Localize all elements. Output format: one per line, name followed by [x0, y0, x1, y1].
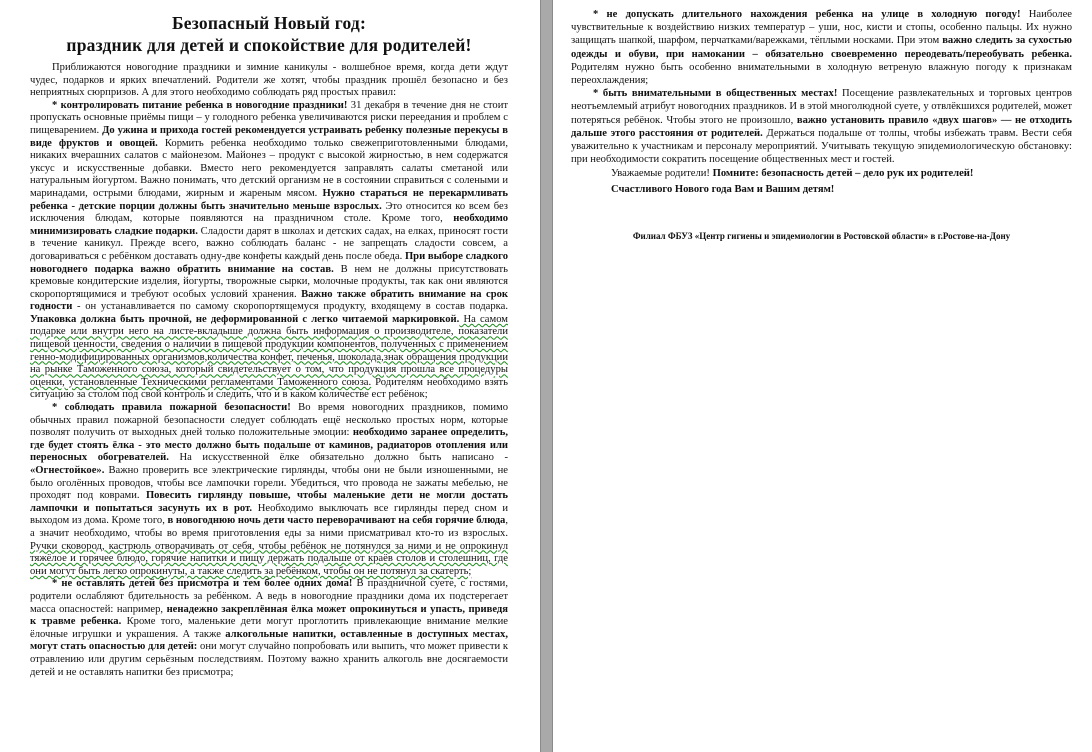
document-page-right — [553, 0, 1092, 752]
signature: Филиал ФБУЗ «Центр гигиены и эпидемиологии в Ростовской области» в г.Ростове-на-Дону — [632, 230, 1011, 241]
section-heading: * не оставлять детей без присмотра и тем более одних дома! — [52, 578, 353, 590]
document-title — [30, 12, 508, 56]
intro-paragraph: Приближаются новогодние праздники и зимние каникулы - волшебное время, когда дети ждут чудес, подарков и ярких впечатлений. Родители же хотят, чтобы праздник прошёл безопасно и без неприятных сюрпризов. А для этого необходимо соблюдать ряд простых правил: — [30, 62, 508, 99]
section-cold-weather: * не допускать длительного нахождения ребенка на улице в холодную погоду! Наиболее чувствительные к воздействию низких температур – уши, нос, кисти и стопы, особенно пальцы. Их нужно защищать шапкой, шарфом, перчатками/варежками, тёплыми носками. При этом важно следить за сухостью одежды и обуви, при намокании – обязательно своевременно переодевать/переобувать ребенка. Родителям нужно быть особенно внимательными в холодную ветреную влажную погоду к признакам переохлаждения; — [571, 9, 1072, 87]
document-page-left — [0, 0, 540, 752]
section-fire-safety: * соблюдать правила пожарной безопасности! Во время новогодних праздников, помимо обычных правил пожарной безопасности следует соблюдать ещё несколько простых норм, которые позволят получить от выходных дней только положительные эмоции: необходимо заранее определить, где будет стоять ёлка - это место должно быть подальше от каминов, радиаторов отопления или переносных обогревателей. На искусственной ёлке обязательно должно быть написано - «Огнестойкое». Важно проверить все электрические гирлянды, чтобы они не были изношенными, не было оголённых проводов, чтобы все лампочки горели. Убедиться, что провода не зажаты мебелью, не проходят под коврами. Повесить гирлянду повыше, чтобы маленькие дети не могли достать лампочки и попытаться засунуть их в рот. Необходимо выключать все гирлянды перед сном и выходом из дома. Кроме того, в новогоднюю ночь дети часто переворачивают на себя горячие блюда, а значит необходимо, чтобы во время приготовления еды за ними присматривал кто-то из взрослых. Ручки сковород, кастрюль отворачивать от себя, чтобы ребёнок не потянулся за ними и не опрокинул тяжёлое и горячее блюдо, горячие напитки и пищу держать подальше от краёв столов и столешниц, где они могут быть легко опрокинуты, а также следить за ребёнком, чтобы он не потянул за скатерть; — [30, 402, 509, 577]
title-line-2: праздник для детей и спокойствие для родителей! — [66, 35, 472, 55]
closing-greeting: Счастливого Нового года Вам и Вашим детям! — [611, 183, 835, 195]
spellcheck-underlined-text: На самом подарке или внутри него на листе-вкладыше должна быть информация о производителе, показатели пищевой ценности, сведения о наличии в пищевой продукции компонентов, полученных с применением генно-модифицированных организмов,количества конфет, печенья, шоколада,знак обращения продукции на рынке Таможенного союза, который свидетельствует о том, что продукция прошла все процедуры оценки, установленные Техническими регламентами Таможенного союза. — [30, 313, 508, 388]
title-line-1: Безопасный Новый год: — [172, 13, 366, 33]
section-heading: * быть внимательными в общественных местах! — [593, 88, 838, 100]
section-public-places: * быть внимательными в общественных местах! Посещение развлекательных и торговых центров неотъемлемый атрибут новогодних праздников. И в этой многолюдной суете, у отвлёкшихся родителей, может потеряться ребёнок. Чтобы этого не произошло, важно установить правило «двух шагов» — не отходить дальше этого расстояния от родителей. Держаться подальше от толпы, чтобы избежать травм. Вести себя уважительно к участникам и персоналу мероприятий. Учитывать текущую эпидемиологическую обстановку: при необходимости сократить посещение общественных мест и гостей. — [571, 88, 1072, 166]
spellcheck-underlined-text: Ручки сковород, кастрюль отворачивать от себя, чтобы ребёнок не потянулся за ними и не опрокинул тяжёлое и горячее блюдо, горячие напитки и пищу держать подальше от краёв столов и столешниц, где они могут быть легко опрокинуты, а также следить за ребёнком, чтобы он не потянул за скатерть; — [30, 540, 508, 577]
section-heading: * контролировать питание ребенка в новогодние праздники! — [52, 99, 348, 111]
closing-line: Уважаемые родители! Помните: безопасность детей – дело рук их родителей! — [611, 168, 974, 180]
page-separator — [540, 0, 553, 752]
section-heading: * соблюдать правила пожарной безопасности! — [52, 402, 291, 414]
section-nutrition: * контролировать питание ребенка в новогодние праздники! 31 декабря в течение дня не стоит пропускать основные приёмы пищи – у голодного ребенка увеличиваются риски переедания и проблем с пищеварением. До ужина и прихода гостей рекомендуется устраивать ребенку полезные перекусы в виде фруктов и овощей. Кормить ребенка необходимо только свежеприготовленными блюдами, никаких вчерашних салатов с майонезом. Майонез – продукт с высокой жирностью, в нем содержатся уксус и искусственные добавки. Вместо него рекомендуется заправлять салаты сметаной или натуральным йогуртом. Важно понимать, что детский организм не в состоянии справиться с солеными и маринадами, острыми блюдами, жирным и жареным мясом. Нужно стараться не перекармливать ребенка - детские порции должны быть значительно меньше взрослых. Это относится ко всем без исключения блюдам, которые появляются на праздничном столе. Кроме того, необходимо минимизировать сладкие подарки. Сладости дарят в школах и детских садах, на елках, приносят гости в течение каникул. Прежде всего, важно соблюдать баланс - не запрещать сладости совсем, а договариваться с ребёнком доставать одну-две конфеты каждый день после обеда. При выборе сладкого новогоднего подарка важно обратить внимание на состав. В нем не должны присутствовать кремовые кондитерские изделия, йогурты, творожные сырки, молочные продукты, так как они являются скоропортящимися и требуют особых условий хранения. Важно также обратить внимание на срок годности - он устанавливается по самому скоропортящемуся продукту, входящему в состав подарка. Упаковка должна быть прочной, не деформированной с легко читаемой маркировкой. На самом подарке или внутри него на листе-вкладыше должна быть информация о производителе, показатели пищевой ценности, сведения о наличии в пищевой продукции компонентов, полученных с применением генно-модифицированных организмов,количества конфет, печенья, шоколада,знак обращения продукции на рынке Таможенного союза, который свидетельствует о том, что продукция прошла все процедуры оценки, установленные Техническими регламентами Таможенного союза. Родителям необходимо взять ситуацию за столом под свой контроль и следить, что и в каком количестве ест ребёнок; — [30, 99, 509, 401]
section-heading: * не допускать длительного нахождения ребенка на улице в холодную погоду! — [593, 9, 1021, 20]
section-supervision: * не оставлять детей без присмотра и тем более одних дома! В праздничной суете, с гостями, родители ослабляют бдительность за ребёнком. А ведь в новогодние праздники дома их подстерегает масса опасностей: например, ненадежно закреплённая ёлка может опрокинуться и упасть, приведя к травме ребенка. Кроме того, маленькие дети могут проглотить привлекающие внимание мелкие ёлочные игрушки и украшения. А также алкогольные напитки, оставленные в доступных местах, могут стать опасностью для детей: они могут случайно попробовать или выпить, что может привести к отравлению или другим серьёзным последствиям. Поэтому важно хранить алкоголь вне досягаемости детей и не оставлять напитки без присмотра; — [30, 578, 509, 678]
